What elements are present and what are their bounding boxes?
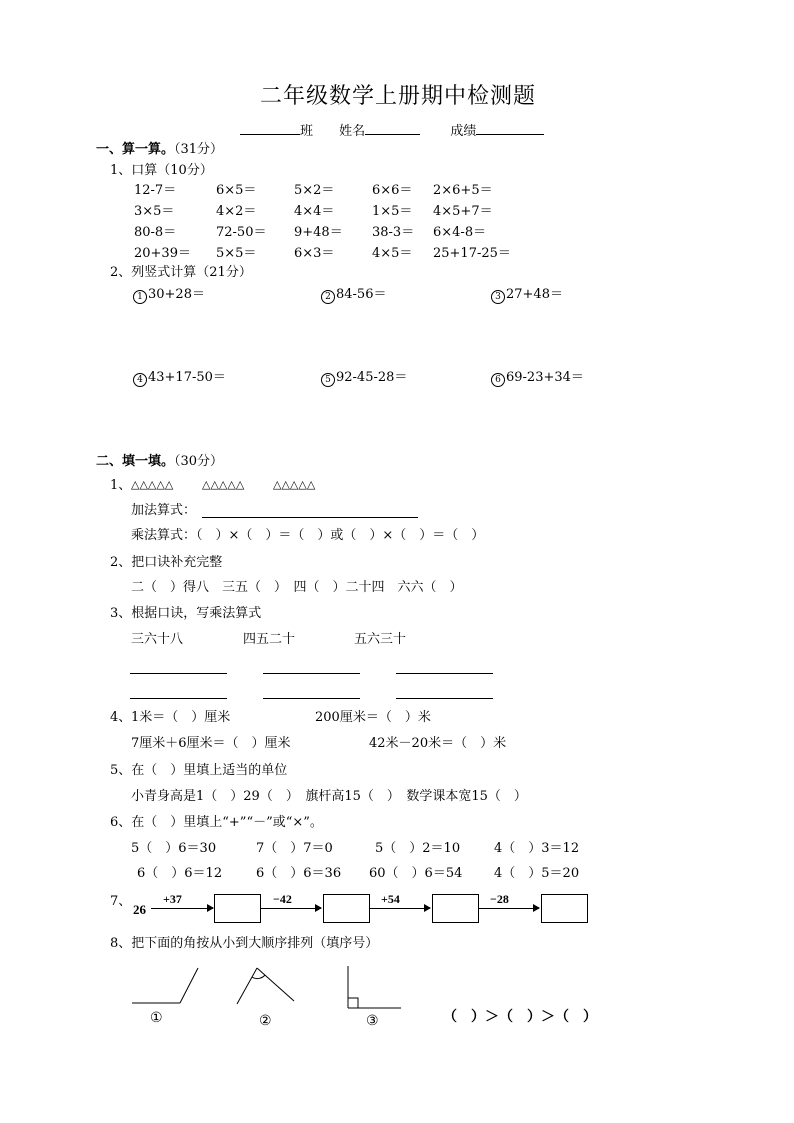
q4-d: 42米－20米＝（ ）米 (369, 736, 507, 751)
section-1-heading (96, 143, 223, 156)
chain-op-1: +37 (163, 892, 182, 906)
q2-2-line: 二（ ）得八 三五（ ） 四（ ）二十四 六六（ ） (131, 580, 463, 595)
score-label: 成绩 (450, 124, 477, 139)
chain-answer-box[interactable] (323, 894, 370, 923)
operator-fill-item[interactable]: 5（ ）2＝10 (375, 841, 461, 856)
q2-5-line: 小青身高是1（ ）29（ ） 旗杆高15（ ） 数学课本宽15（ ） (131, 789, 527, 804)
mental-math-item: 5×5＝ (216, 246, 257, 261)
mental-math-item: 4×5＝ (372, 246, 413, 261)
addition-label: 加法算式： (131, 503, 197, 518)
operator-fill-item[interactable]: 5（ ）6＝30 (131, 841, 217, 856)
mental-math-item: 4×4＝ (294, 204, 335, 219)
angle-2 (237, 968, 294, 1004)
angle-1-mark: ① (150, 1010, 163, 1026)
section-2-points: （30分） (174, 454, 224, 469)
operator-fill-item[interactable]: 60（ ）6＝54 (369, 866, 463, 881)
chain-arrow (151, 908, 213, 909)
chain-op-4: −28 (490, 892, 509, 906)
section-1-title: 一、算一算。 (96, 142, 175, 157)
chain-arrow (260, 908, 321, 909)
q2-8-label: 8、把下面的角按从小到大顺序排列（填序号） (110, 936, 379, 951)
triangle-group-1: △△△△△ (131, 478, 174, 491)
q3-answer-line[interactable] (396, 698, 493, 699)
operator-fill-item[interactable]: 4（ ）3＝12 (494, 841, 580, 856)
chain-arrow (478, 908, 539, 909)
operator-fill-item[interactable]: 7（ ）7＝0 (256, 841, 333, 856)
vertical-calc-expression: 92-45-28＝ (336, 370, 408, 385)
angle-1 (132, 968, 198, 1003)
q2-5-label: 5、在（ ）里填上适当的单位 (110, 763, 288, 778)
section-1-points: （31分） (174, 142, 224, 157)
q4-c: 7厘米＋6厘米＝（ ）厘米 (131, 736, 291, 751)
item-number-circle: 6 (491, 373, 505, 387)
operator-fill-item[interactable]: 6（ ）6＝36 (256, 866, 342, 881)
addition-blank[interactable] (202, 517, 418, 518)
vertical-calc-item (133, 371, 226, 387)
q4-a: 1米＝（ ）厘米 (131, 710, 231, 725)
vertical-calc-item (321, 288, 386, 304)
chain-answer-box[interactable] (541, 894, 588, 923)
q2-label: 2、列竖式计算（21分） (110, 265, 252, 280)
q3-answer-line[interactable] (263, 698, 360, 699)
chain-answer-box[interactable] (214, 894, 261, 923)
item-number-circle: 5 (321, 373, 335, 387)
q3-answer-line[interactable] (130, 698, 227, 699)
student-info (240, 121, 544, 138)
mental-math-item: 1×5＝ (372, 204, 413, 219)
q2-1-num: 1、 (110, 478, 132, 493)
score-blank[interactable] (476, 121, 544, 135)
mental-math-item: 4×5+7＝ (433, 204, 493, 219)
q3-item-3: 五六三十 (354, 632, 407, 647)
angle-2-mark: ② (259, 1013, 272, 1029)
mental-math-item: 25+17-25＝ (433, 246, 511, 261)
mental-math-item: 6×4-8＝ (433, 225, 487, 240)
item-number-circle: 2 (321, 290, 335, 304)
vertical-calc-item (491, 371, 584, 387)
q3-answer-line[interactable] (263, 673, 360, 674)
vertical-calc-expression: 69-23+34＝ (506, 370, 584, 385)
vertical-calc-expression: 84-56＝ (336, 287, 387, 302)
q3-item-2: 四五二十 (243, 632, 296, 647)
mental-math-item: 20+39＝ (134, 246, 191, 261)
chain-start-value: 26 (133, 902, 146, 917)
chain-arrow (369, 908, 430, 909)
item-number-circle: 3 (491, 290, 505, 304)
chain-op-2: −42 (273, 892, 292, 906)
mental-math-item: 2×6+5＝ (433, 183, 493, 198)
class-label: 班 (300, 124, 314, 139)
item-number-circle: 4 (133, 373, 147, 387)
mental-math-item: 3×5＝ (134, 204, 175, 219)
mental-math-item: 80-8＝ (134, 225, 177, 240)
page-title: 二年级数学上册期中检测题 (260, 84, 537, 109)
q2-6-label: 6、在（ ）里填上“+”“－”或“×”。 (110, 815, 323, 830)
multiplication-line: 乘法算式：（ ）×（ ）＝（ ）或（ ）×（ ）＝（ ） (131, 528, 485, 543)
chain-op-3: +54 (381, 892, 400, 906)
q1-label: 1、口算（10分） (110, 163, 213, 178)
q3-item-1: 三六十八 (131, 632, 184, 647)
section-2-title: 二、填一填。 (96, 454, 175, 469)
class-blank[interactable] (240, 121, 300, 135)
chain-answer-box[interactable] (432, 894, 479, 923)
angle-3 (348, 966, 401, 1008)
vertical-calc-item (491, 288, 563, 304)
q2-4-num: 4、 (110, 710, 132, 725)
mental-math-item: 12-7＝ (134, 183, 177, 198)
vertical-calc-expression: 43+17-50＝ (148, 370, 226, 385)
section-2-heading (96, 455, 223, 468)
triangle-group-2: △△△△△ (202, 478, 245, 491)
q3-answer-line[interactable] (130, 673, 227, 674)
vertical-calc-item (321, 371, 407, 387)
q2-3-label: 3、根据口诀，写乘法算式 (110, 606, 262, 621)
vertical-calc-expression: 27+48＝ (506, 287, 563, 302)
angle-3-mark: ③ (366, 1013, 379, 1029)
mental-math-item: 6×5＝ (216, 183, 257, 198)
mental-math-item: 5×2＝ (294, 183, 335, 198)
mental-math-item: 72-50＝ (216, 225, 267, 240)
vertical-calc-item (133, 288, 205, 304)
name-blank[interactable] (365, 121, 420, 135)
mental-math-item: 6×6＝ (372, 183, 413, 198)
angle-order-answer[interactable]: （ ）＞（ ）＞（ ） (443, 1010, 597, 1025)
mental-math-item: 6×3＝ (294, 246, 335, 261)
q2-2-label: 2、把口诀补充完整 (110, 555, 223, 570)
item-number-circle: 1 (133, 290, 147, 304)
mental-math-item: 38-3＝ (372, 225, 415, 240)
mental-math-item: 4×2＝ (216, 204, 257, 219)
vertical-calc-expression: 30+28＝ (148, 287, 205, 302)
q3-answer-line[interactable] (396, 673, 493, 674)
name-label: 姓名 (339, 124, 366, 139)
operator-fill-item[interactable]: 4（ ）5＝20 (494, 866, 580, 881)
q2-7-num: 7、 (110, 894, 132, 909)
triangle-group-3: △△△△△ (273, 478, 316, 491)
operator-fill-item[interactable]: 6（ ）6＝12 (137, 866, 223, 881)
q4-b: 200厘米＝（ ）米 (315, 710, 431, 725)
mental-math-item: 9+48＝ (294, 225, 343, 240)
